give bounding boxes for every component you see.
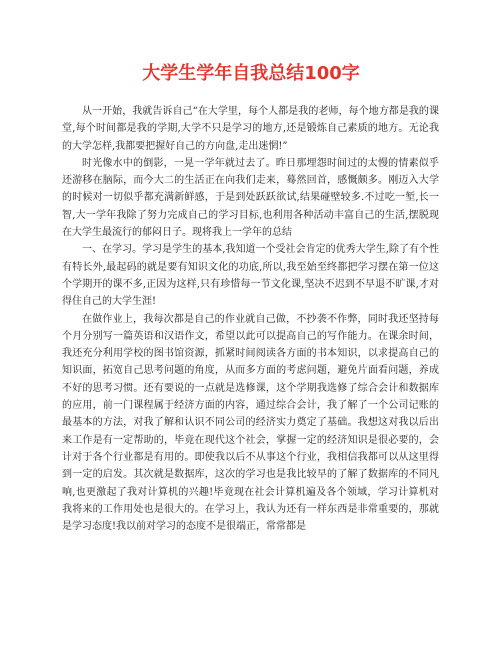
paragraph: 一、在学习。学习是学生的基本,我知道一个受社会肯定的优秀大学生,除了有个性有特长外,最起码的就是要有知识文化的功底,所以,我至始至终都把学习摆在第一位这个学期开的课不多,正因为这样,只有珍惜每一节文化课,坚决不迟到不早退不旷课,才对得住自己的大学生涯! (62, 244, 439, 308)
document-body (62, 103, 439, 535)
document-title: 大学生学年自我总结100字 (142, 63, 360, 84)
paragraph: 在做作业上，我每次都是自己的作业就自己做，不抄袭不作弊，同时我还坚持每个月分别写一篇英语和汉语作文，希望以此可以提高自己的写作能力。在课余时间，我还充分利用学校的图书馆资源，抓紧时间阅读各方面的书本知识，以求提高自己的知识面，拓宽自己思考问题的角度，从而多方面的考虑问题，避免片面看问题，养成不好的思考习惯。还有要说的一点就是选修课，这个学期我选修了综合会计和数据库的应用，前一门课程属于经济方面的内容，通过综合会计，我了解了一个公司记账的最基本的方法，对我了解和认识不同公司的经济实力奠定了基础。我想这对我以后出来工作是有一定帮助的，毕竟在现代这个社会，掌握一定的经济知识是很必要的，会计对于各个行业都是有用的。即使我以后不从事这个行业，我相信我都可以从这里得到一定的启发。其次就是数据库，这次的学习也是我比较早的了解了数据库的不同凡响,也更激起了我对计算机的兴趣!毕竟现在社会计算机遍及各个领域，学习计算机对我将来的工作用处也是很大的。在学习上，我认为还有一样东西是非常重要的，那就是学习态度!我以前对学习的态度不是很端正，常常都是 (62, 313, 439, 533)
paragraph: 从一开始，我就告诉自己“在大学里，每个人都是我的老师，每个地方都是我的课堂,每个时间都是我的学期,大学不只是学习的地方,还是锻炼自己素质的地方。无论我的大学怎样,我都要把握好自己的方向盘,走出迷惘!” (62, 106, 439, 152)
paragraph: 时光像水中的倒影，一晃一学年就过去了。昨日那埋怨时间过的太慢的情素似乎还游移在脑际，而今大二的生活正在向我们走来，蓦然回首，感慨颇多。刚迈入大学的时候对一切似乎都充满新鲜感，于是到处跃跃欲试,结果碰壁较多.不过吃一堑,长一智,大一学年我除了努力完成自己的学习目标,也利用各种活动丰富自己的生活,摆脱现在大学生最流行的郁闷日子。现将我上一学年的总结 (62, 157, 439, 239)
